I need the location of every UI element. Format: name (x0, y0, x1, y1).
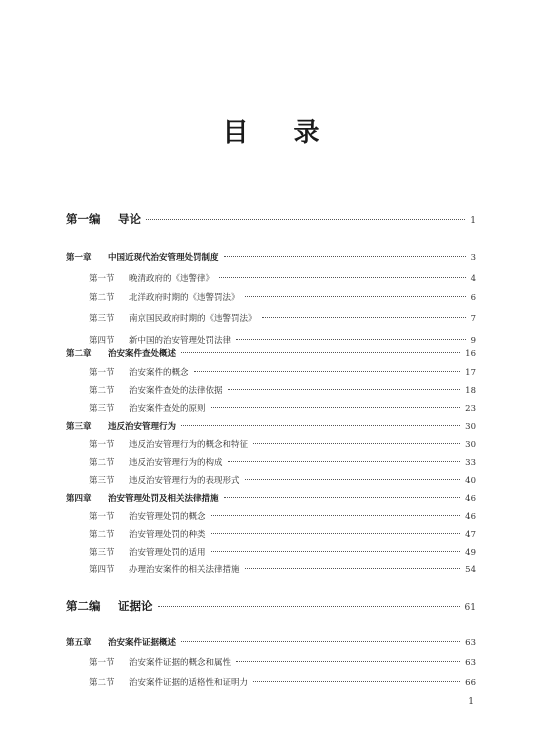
toc-entry-label (66, 598, 153, 614)
dot-leader (158, 606, 460, 607)
dot-leader (253, 681, 460, 682)
toc-page-number: 66 (465, 678, 476, 688)
toc-page-number: 16 (465, 349, 476, 359)
toc-page-number: 3 (470, 253, 476, 263)
toc-entry-number: 第一节 (89, 274, 115, 284)
toc-page-number: 46 (465, 512, 476, 522)
toc-entry-title: 治安管理处罚的适用 (129, 548, 206, 558)
toc-entry-number: 第二节 (89, 386, 115, 396)
toc-entry-title: 新中国的治安管理处罚法律 (129, 336, 232, 346)
toc-entry-number: 第二章 (66, 349, 92, 359)
toc-entry-label (89, 291, 240, 303)
toc-entry-label (89, 546, 206, 558)
dot-leader (228, 461, 461, 462)
toc-entry-label (89, 384, 223, 396)
toc-page-number: 54 (465, 565, 476, 575)
toc-page-number: 30 (465, 422, 476, 432)
toc-section-entry (89, 384, 476, 396)
toc-section-entry (89, 546, 476, 558)
toc-entry-label (89, 438, 248, 450)
toc-entry-label (89, 334, 231, 346)
toc-section-entry (89, 272, 476, 284)
dot-leader (211, 551, 461, 552)
toc-entry-title: 治安案件证据概述 (108, 638, 177, 648)
toc-entry-number: 第二节 (89, 293, 115, 303)
dot-leader (228, 389, 461, 390)
dot-leader (245, 296, 466, 297)
toc-entry-title: 违反治安管理行为的概念和特征 (129, 440, 249, 450)
toc-entry-label (89, 563, 240, 575)
toc-entry-number: 第三节 (89, 314, 115, 324)
toc-entry-label (66, 420, 176, 432)
toc-entry-label (66, 636, 176, 648)
toc-entry-title: 中国近现代治安管理处罚制度 (108, 253, 219, 263)
dot-leader (211, 407, 461, 408)
dot-leader (245, 479, 461, 480)
toc-page-number: 4 (470, 274, 476, 284)
toc-entry-label (89, 474, 240, 486)
toc-section-entry (89, 334, 476, 346)
dot-leader (211, 533, 461, 534)
toc-entry-title: 治安案件查处的法律依据 (129, 386, 223, 396)
toc-entry-label (89, 312, 257, 324)
toc-page-number: 47 (465, 530, 476, 540)
toc-entry-label (89, 510, 206, 522)
dot-leader (181, 425, 460, 426)
dot-leader (194, 371, 461, 372)
toc-section-entry (89, 438, 476, 450)
toc-entry-number: 第一章 (66, 253, 92, 263)
toc-entry-title: 晚清政府的《违警律》 (129, 274, 215, 284)
toc-entry-title: 治安案件查处的原则 (129, 404, 206, 414)
page-number: 1 (468, 697, 474, 707)
dot-leader (224, 256, 466, 257)
toc-chapter-entry (66, 420, 476, 432)
toc-entry-number: 第三章 (66, 422, 92, 432)
toc-entry-number: 第一节 (89, 368, 115, 378)
toc-entry-title: 导论 (118, 212, 141, 226)
toc-entry-title: 治安案件查处概述 (108, 349, 177, 359)
toc-entry-title: 违反治安管理行为的构成 (129, 458, 223, 468)
toc-entry-number: 第一节 (89, 512, 115, 522)
toc-entry-number: 第二节 (89, 458, 115, 468)
toc-entry-title: 违反治安管理行为的表现形式 (129, 476, 240, 486)
toc-entry-number: 第一编 (66, 212, 101, 226)
toc-entry-label (89, 456, 223, 468)
toc-entry-number: 第三节 (89, 548, 115, 558)
toc-entry-label (66, 251, 219, 263)
toc-page-number: 18 (465, 386, 476, 396)
toc-entry-number: 第二编 (66, 599, 101, 613)
toc-section-entry (89, 474, 476, 486)
toc-entry-number: 第一节 (89, 440, 115, 450)
toc-entry-title: 违反治安管理行为 (108, 422, 177, 432)
dot-leader (146, 219, 465, 220)
toc-chapter-entry (66, 492, 476, 504)
toc-entry-label (89, 402, 206, 414)
toc-page-number: 23 (465, 404, 476, 414)
toc-entry-number: 第五章 (66, 638, 92, 648)
dot-leader (219, 277, 466, 278)
toc-chapter-entry (66, 347, 476, 359)
toc-entry-title: 治安管理处罚的种类 (129, 530, 206, 540)
toc-part-entry (66, 211, 476, 227)
toc-entry-title: 南京国民政府时期的《违警罚法》 (129, 314, 257, 324)
toc-entry-number: 第三节 (89, 404, 115, 414)
toc-section-entry (89, 563, 476, 575)
toc-page-number: 9 (470, 336, 476, 346)
dot-leader (236, 661, 460, 662)
toc-entry-label (89, 366, 189, 378)
toc-page-number: 40 (465, 476, 476, 486)
toc-part-entry (66, 598, 476, 614)
toc-page-number: 1 (470, 216, 476, 226)
dot-leader (224, 497, 461, 498)
toc-entry-label (89, 676, 248, 688)
toc-page-number: 33 (465, 458, 476, 468)
toc-page-number: 61 (464, 603, 476, 613)
toc-section-entry (89, 510, 476, 522)
toc-section-entry (89, 456, 476, 468)
toc-page-number: 63 (465, 658, 476, 668)
toc-entry-number: 第四章 (66, 494, 92, 504)
toc-entry-title: 治安案件证据的适格性和证明力 (129, 678, 249, 688)
toc-section-entry (89, 291, 476, 303)
toc-entry-label (66, 347, 176, 359)
toc-chapter-entry (66, 636, 476, 648)
toc-entry-number: 第四节 (89, 565, 115, 575)
toc-page-number: 6 (470, 293, 476, 303)
toc-page-number: 30 (465, 440, 476, 450)
dot-leader (236, 339, 466, 340)
toc-entry-label (89, 272, 214, 284)
toc-page-number: 63 (465, 638, 476, 648)
toc-entry-number: 第三节 (89, 476, 115, 486)
toc-entry-title: 治安管理处罚的概念 (129, 512, 206, 522)
dot-leader (181, 352, 460, 353)
toc-entry-title: 证据论 (118, 599, 153, 613)
toc-title: 目 录 (222, 118, 338, 148)
dot-leader (253, 443, 460, 444)
toc-section-entry (89, 656, 476, 668)
toc-entry-label (66, 492, 219, 504)
dot-leader (211, 515, 461, 516)
toc-section-entry (89, 366, 476, 378)
toc-chapter-entry (66, 251, 476, 263)
toc-entry-title: 治安管理处罚及相关法律措施 (108, 494, 219, 504)
toc-page-number: 7 (470, 314, 476, 324)
toc-section-entry (89, 402, 476, 414)
toc-section-entry (89, 312, 476, 324)
toc-entry-number: 第二节 (89, 678, 115, 688)
toc-section-entry (89, 676, 476, 688)
toc-entry-label (89, 528, 206, 540)
toc-entry-title: 北洋政府时期的《违警罚法》 (129, 293, 240, 303)
toc-entry-label (66, 211, 141, 227)
toc-entry-number: 第一节 (89, 658, 115, 668)
toc-entry-label (89, 656, 231, 668)
toc-page-number: 46 (465, 494, 476, 504)
toc-entry-number: 第二节 (89, 530, 115, 540)
toc-page-number: 49 (465, 548, 476, 558)
toc-entry-number: 第四节 (89, 336, 115, 346)
toc-page-number: 17 (465, 368, 476, 378)
toc-entry-title: 办理治安案件的相关法律措施 (129, 565, 240, 575)
dot-leader (262, 317, 466, 318)
toc-entry-title: 治安案件的概念 (129, 368, 189, 378)
toc-entry-title: 治安案件证据的概念和属性 (129, 658, 232, 668)
dot-leader (245, 568, 461, 569)
dot-leader (181, 641, 460, 642)
toc-section-entry (89, 528, 476, 540)
